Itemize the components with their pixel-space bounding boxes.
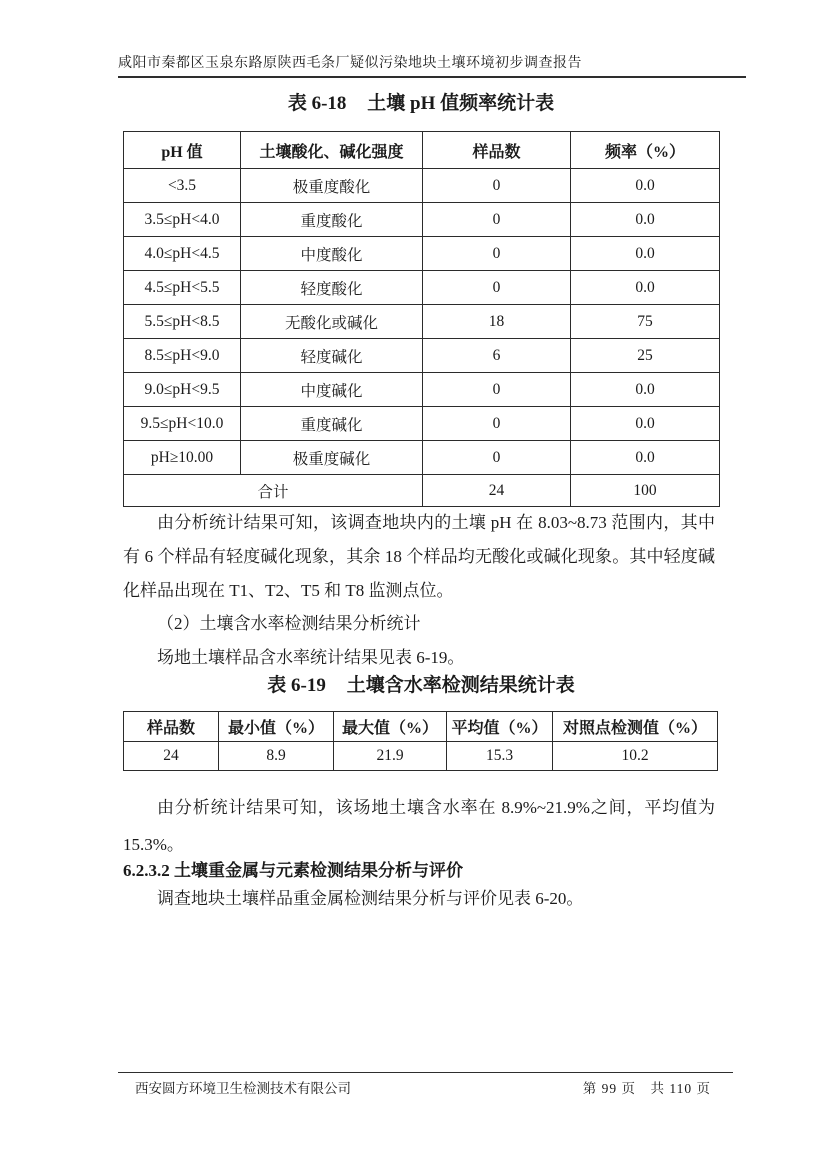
table-cell: 0.0 — [571, 271, 720, 305]
table-cell: 8.9 — [219, 742, 334, 771]
table-cell: 无酸化或碱化 — [241, 305, 423, 339]
table-cell: 24 — [124, 742, 219, 771]
table-cell: 10.2 — [553, 742, 718, 771]
ph-frequency-table — [123, 131, 720, 507]
paragraph-see-table-6-19: 场地土壤样品含水率统计结果见表 6-19。 — [157, 648, 465, 667]
table-cell: 0 — [423, 441, 571, 475]
table-row — [124, 373, 720, 407]
table-cell: 0 — [423, 271, 571, 305]
table-row — [124, 441, 720, 475]
table-cell: 0.0 — [571, 373, 720, 407]
table-cell: pH≥10.00 — [124, 441, 241, 475]
header-cell: 土壤酸化、碱化强度 — [241, 132, 423, 169]
table-cell: 重度酸化 — [241, 203, 423, 237]
section-heading-6232: 6.2.3.2 土壤重金属与元素检测结果分析与评价 — [123, 861, 463, 880]
caption-label: 表 6-19 — [267, 675, 326, 696]
table-cell: 0 — [423, 169, 571, 203]
table-cell: 5.5≤pH<8.5 — [124, 305, 241, 339]
table-cell: 中度酸化 — [241, 237, 423, 271]
table-row — [124, 339, 720, 373]
list-item-moisture-heading: （2）土壤含水率检测结果分析统计 — [157, 614, 421, 633]
caption-label: 表 6-18 — [287, 93, 347, 114]
table-cell: 0.0 — [571, 237, 720, 271]
header-cell: 最大值（%） — [334, 712, 447, 742]
header-cell: 频率（%） — [571, 132, 720, 169]
header-cell: 最小值（%） — [219, 712, 334, 742]
table-row — [124, 742, 718, 771]
table-cell: 轻度碱化 — [241, 339, 423, 373]
table-cell: 0 — [423, 407, 571, 441]
table-row — [124, 237, 720, 271]
table-cell: 18 — [423, 305, 571, 339]
paragraph-moisture-analysis: 由分析统计结果可知，该场地土壤含水率在 8.9%~21.9%之间，平均值为15.3%。 — [123, 798, 715, 854]
paragraph-see-table-6-20: 调查地块土壤样品重金属检测结果分析与评价见表 6-20。 — [157, 889, 584, 908]
header-cell: 样品数 — [124, 712, 219, 742]
table-row — [124, 305, 720, 339]
table-cell: 0.0 — [571, 203, 720, 237]
header-cell: 对照点检测值（%） — [553, 712, 718, 742]
table-cell: 极重度酸化 — [241, 169, 423, 203]
table-row — [124, 169, 720, 203]
table-cell: 0 — [423, 203, 571, 237]
table-cell: 0.0 — [571, 169, 720, 203]
table-cell: 9.5≤pH<10.0 — [124, 407, 241, 441]
header-rule — [118, 76, 746, 78]
table-cell: 轻度酸化 — [241, 271, 423, 305]
table-cell: <3.5 — [124, 169, 241, 203]
table-cell: 极重度碱化 — [241, 441, 423, 475]
table-cell: 75 — [571, 305, 720, 339]
table-cell: 21.9 — [334, 742, 447, 771]
table-cell: 4.5≤pH<5.5 — [124, 271, 241, 305]
page-header-title: 咸阳市秦都区玉泉东路原陕西毛条厂疑似污染地块土壤环境初步调查报告 — [118, 56, 582, 71]
caption-title: 土壤含水率检测结果统计表 — [346, 675, 575, 696]
table-6-18-caption — [123, 92, 719, 116]
table-cell: 4.0≤pH<4.5 — [124, 237, 241, 271]
table-header-row — [124, 712, 718, 742]
table-cell: 0 — [423, 373, 571, 407]
paragraph-ph-analysis: 由分析统计结果可知，该调查地块内的土壤 pH 在 8.03~8.73 范围内，其中有 6 个样品有轻度碱化现象，其余 18 个样品均无酸化或碱化现象。其中轻度碱化样品出现在 T1、T2、T5 和 T8 监测点位。 — [123, 513, 715, 600]
footer-company-name: 西安圆方环境卫生检测技术有限公司 — [135, 1081, 351, 1096]
table-row — [124, 203, 720, 237]
table-row — [124, 407, 720, 441]
caption-title: 土壤 pH 值频率统计表 — [367, 93, 555, 114]
table-cell: 0 — [423, 237, 571, 271]
table-cell: 3.5≤pH<4.0 — [124, 203, 241, 237]
moisture-statistics-table — [123, 711, 718, 771]
total-label-cell: 合计 — [124, 475, 423, 507]
table-cell: 重度碱化 — [241, 407, 423, 441]
table-cell: 9.0≤pH<9.5 — [124, 373, 241, 407]
total-row — [124, 475, 720, 507]
table-cell: 15.3 — [447, 742, 553, 771]
table-cell: 8.5≤pH<9.0 — [124, 339, 241, 373]
table-cell: 0.0 — [571, 441, 720, 475]
footer-page-number: 第 99 页 共 110 页 — [582, 1081, 711, 1096]
header-cell: 样品数 — [423, 132, 571, 169]
table-6-19-caption — [123, 674, 719, 698]
page-footer — [118, 1079, 733, 1099]
footer-rule — [118, 1072, 733, 1073]
header-cell: pH 值 — [124, 132, 241, 169]
header-cell: 平均值（%） — [447, 712, 553, 742]
table-cell: 25 — [571, 339, 720, 373]
table-cell: 0.0 — [571, 407, 720, 441]
total-frequency-cell: 100 — [571, 475, 720, 507]
table-header-row — [124, 132, 720, 169]
table-cell: 6 — [423, 339, 571, 373]
total-samples-cell: 24 — [423, 475, 571, 507]
table-cell: 中度碱化 — [241, 373, 423, 407]
table-row — [124, 271, 720, 305]
